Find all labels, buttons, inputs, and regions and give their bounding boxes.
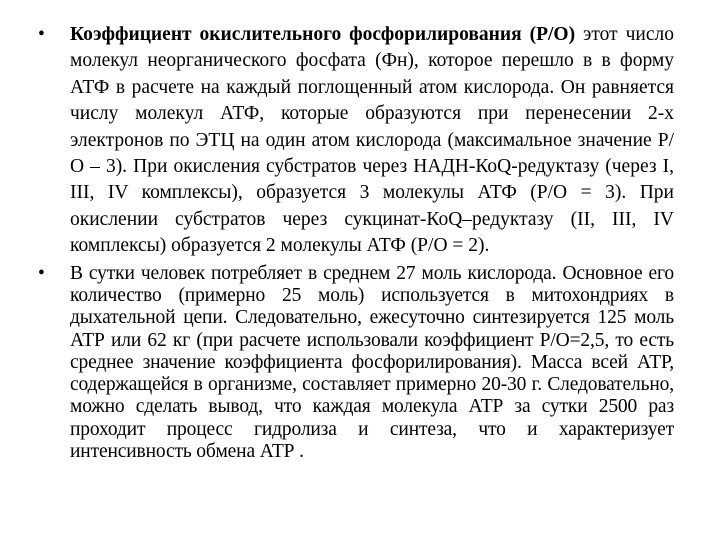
bullet-item-oxidative-phosphorylation [38, 22, 674, 260]
paragraph-2-text: В сутки человек потребляет в среднем 27 моль кислорода. Основное его количество (примерно 25 моль) используется в митохондриях в дыхательной цепи. Следовательно, ежесуточно синтезируется 125 моль АТР или 62 кг (при расчете использовали коэффициент Р/О=2,5, то есть среднее значение коэффициента фосфорилирования). Масса всей АТР, содержащейся в организме, составляет примерно 20-30 г. Следовательно, можно сделать вывод, что каждая молекула АТР за сутки 2500 раз проходит процесс гидролиза и синтеза, что и характеризует интенсивность обмена АТР . [70, 262, 674, 463]
paragraph-1-text: этот число молекул неорганического фосфата (Фн), которое перешло в в форму АТФ в расчете на каждый поглощенный атом кислорода. Он равняется числу молекул АТФ, которые образуются при перенесении 2-х электронов по ЭТЦ на один атом кислорода (максимальное значение Р/О – 3). При окисления субстратов через НАДН-КоQ-редуктазу (через I, III, IV комплексы), образуется 3 молекулы АТФ (Р/О = 3). При окислении субстратов через сукцинат-КоQ–редуктазу (II, III, IV комплексы) образуется 2 молекулы АТФ (Р/О = 2). [70, 24, 674, 257]
bullet-list [38, 22, 674, 463]
bullet-dot-icon: • [38, 262, 45, 284]
term-po-coefficient: Коэффициент окислительного фосфорилирования (Р/О) [70, 24, 576, 45]
bullet-dot-icon: • [38, 24, 45, 45]
bullet-item-daily-oxygen [38, 263, 674, 464]
